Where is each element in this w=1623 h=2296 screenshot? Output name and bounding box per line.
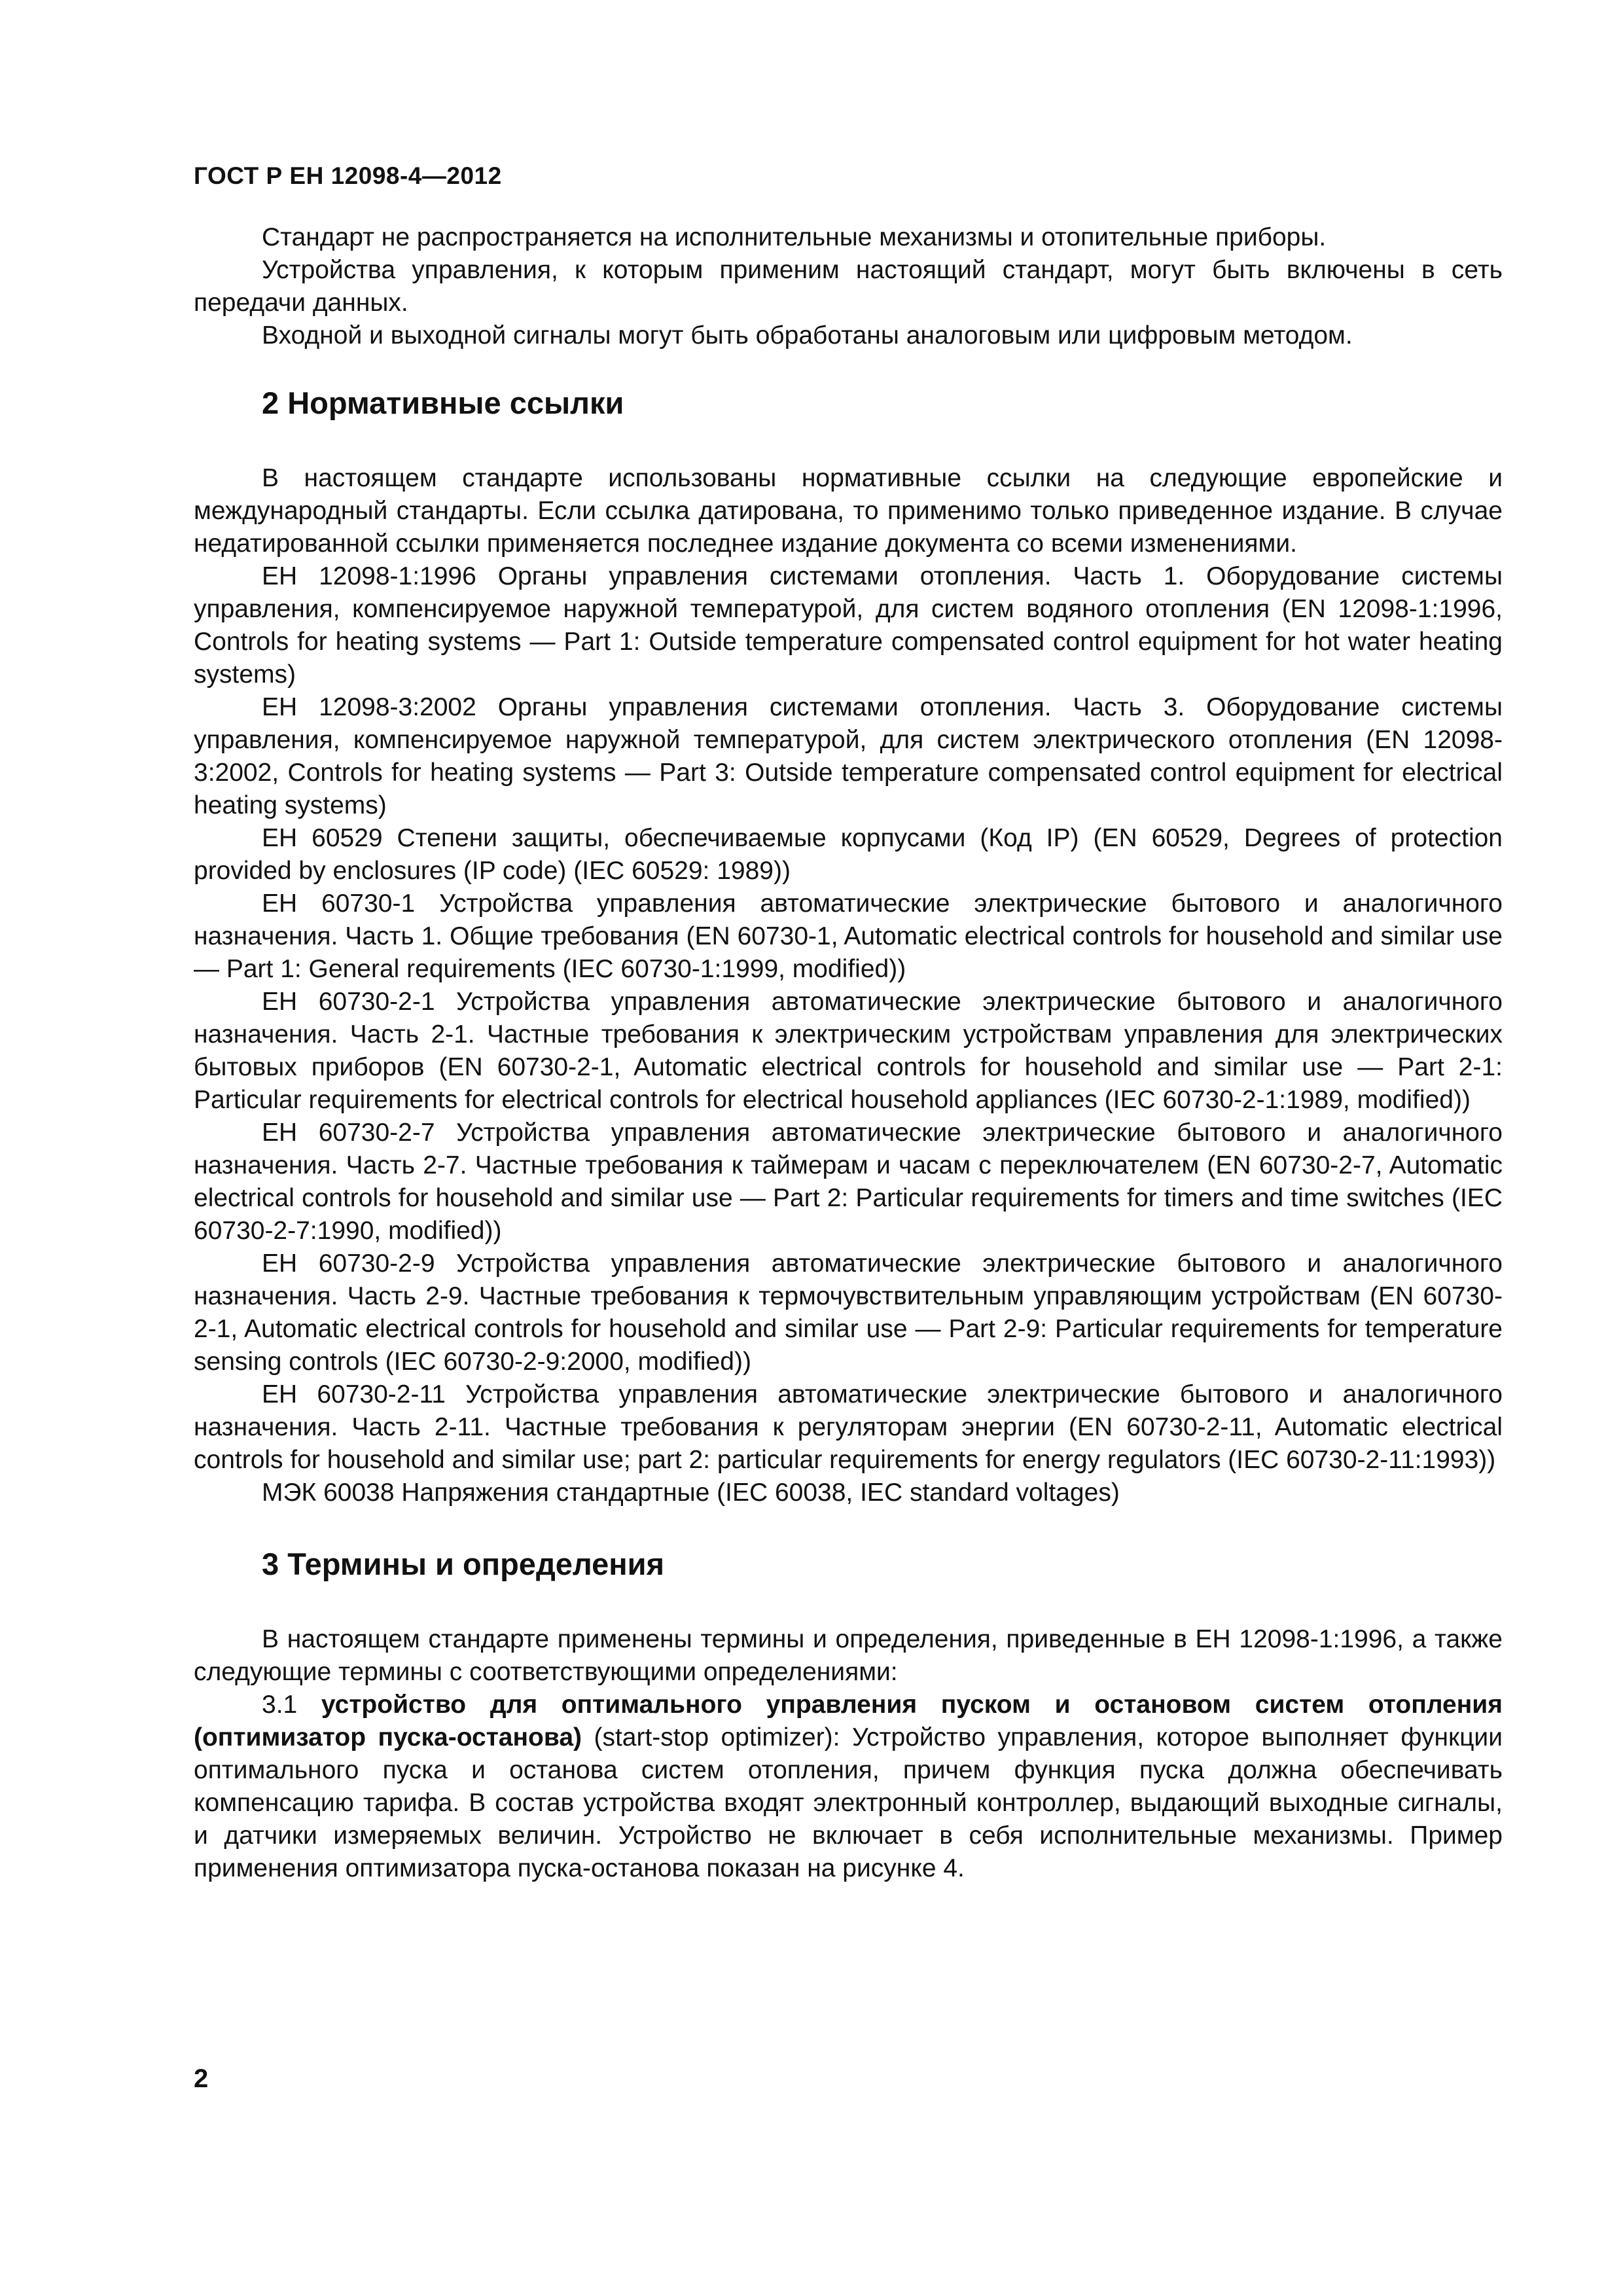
reference-paragraph: ЕН 60730-2-1 Устройства управления автоматические электрические бытового и аналогичного назначения. Часть 2-1. Частные требования к электрическим устройствам управления для электрических бытовых приборов (EN 60730-2-1, Automatic electrical controls for household and similar use — Part 2-1: Particular requirements for electrical controls for electrical household appliances (IEC 60730-2-1:1989, modified)): [194, 988, 1503, 1114]
page-number: 2: [194, 2064, 209, 2093]
term-definition-text: Устройство управления, которое выполняет функции оптимального пуска и останова систем отопления, причем функция пуска должна обеспечивать компенсацию тарифа. В состав устройства входят электронный контроллер, выдающий выходные сигналы, и датчики измеряемых величин. Устройство не включает в себя исполнительные механизмы. Пример применения оптимизатора пуска-останова показан на рисунке 4.: [194, 1723, 1503, 1882]
reference-paragraph: ЕН 60529 Степени защиты, обеспечиваемые корпусами (Код IP) (EN 60529, Degrees of protection provided by enclosures (IP code) (IEC 60529: 1989)): [194, 824, 1503, 885]
reference-paragraph: ЕН 12098-1:1996 Органы управления системами отопления. Часть 1. Оборудование системы управления, компенсируемое наружной температурой, для систем водяного отопления (EN 12098-1:1996, Controls for heating systems — Part 1: Outside temperature compensated control equipment for hot water heating systems): [194, 562, 1503, 689]
reference-paragraph: МЭК 60038 Напряжения стандартные (IEC 60038, IEC standard voltages): [262, 1479, 1120, 1507]
section-heading-normative-references: 2 Нормативные ссылки: [262, 386, 624, 420]
intro-paragraph: Стандарт не распространяется на исполнительные механизмы и отопительные приборы.: [262, 223, 1327, 251]
reference-paragraph: ЕН 60730-2-11 Устройства управления автоматические электрические бытового и аналогичного назначения. Часть 2-11. Частные требования к регуляторам энергии (EN 60730-2-11, Automatic electrical controls for household and similar use; part 2: particular requirements for energy regulators (IEC 60730-2-11:1993)): [194, 1380, 1503, 1474]
section-heading-terms-definitions: 3 Термины и определения: [262, 1547, 664, 1581]
term-original-name: (start-stop optimizer):: [594, 1723, 840, 1751]
reference-paragraph: ЕН 60730-1 Устройства управления автоматические электрические бытового и аналогичного назначения. Часть 1. Общие требования (EN 60730-1, Automatic electrical controls for household and similar use — Part 1: General requirements (IEC 60730-1:1999, modified)): [194, 889, 1503, 983]
terms-intro-paragraph: В настоящем стандарте применены термины и определения, приведенные в ЕН 12098-1:1996, а также следующие термины с соответствующими определениями:: [194, 1625, 1503, 1686]
reference-paragraph: ЕН 60730-2-9 Устройства управления автоматические электрические бытового и аналогичного назначения. Часть 2-9. Частные требования к термочувствительным управляющим устройствам (EN 60730-2-1, Automatic electrical controls for household and similar use — Part 2-9: Particular requirements for temperature sensing controls (IEC 60730-2-9:2000, modified)): [194, 1249, 1503, 1376]
reference-paragraph: В настоящем стандарте использованы нормативные ссылки на следующие европейские и международный стандарты. Если ссылка датирована, то применимо только приведенное издание. В случае недатированной ссылки применяется последнее издание документа со всеми изменениями.: [194, 464, 1503, 558]
intro-paragraph: Устройства управления, к которым применим настоящий стандарт, могут быть включены в сеть передачи данных.: [194, 256, 1503, 317]
term-name: устройство для оптимального управления пуском и остановом систем отопления (оптимизатор пуска-останова): [194, 1691, 1503, 1751]
term-number: 3.1: [262, 1691, 298, 1719]
document-body: [194, 221, 1503, 1885]
intro-paragraph: Входной и выходной сигналы могут быть обработаны аналоговым или цифровым методом.: [262, 321, 1353, 350]
term-definition-paragraph: [194, 1689, 1503, 1885]
document-designation: ГОСТ Р ЕН 12098-4—2012: [194, 162, 502, 189]
reference-paragraph: ЕН 12098-3:2002 Органы управления системами отопления. Часть 3. Оборудование системы управления, компенсируемое наружной температурой, для систем электрического отопления (EN 12098-3:2002, Controls for heating systems — Part 3: Outside temperature compensated control equipment for electrical heating systems): [194, 693, 1503, 819]
reference-paragraph: ЕН 60730-2-7 Устройства управления автоматические электрические бытового и аналогичного назначения. Часть 2-7. Частные требования к таймерам и часам с переключателем (EN 60730-2-7, Automatic electrical controls for household and similar use — Part 2: Particular requirements for timers and time switches (IEC 60730-2-7:1990, modified)): [194, 1119, 1503, 1245]
